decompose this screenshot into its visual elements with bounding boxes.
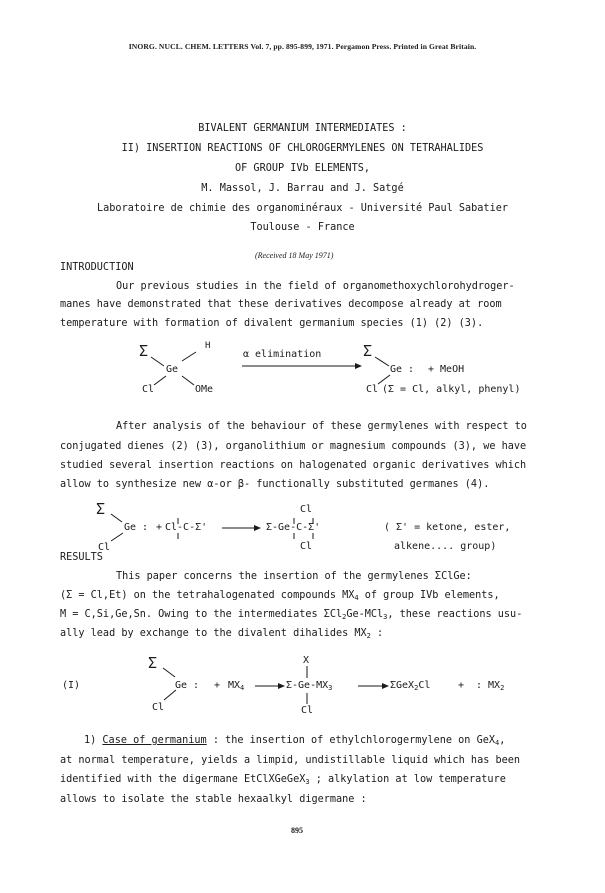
scheme2-sigma: Σ (96, 500, 106, 518)
scheme1-ome: OMe (195, 384, 214, 395)
section-introduction: INTRODUCTION (60, 262, 134, 273)
scheme2-condition-2: alkene.... group) (394, 541, 497, 552)
results-p1-line-2: (Σ = Cl,Et) on the tetrahalogenated compounds $MX_4$ of group IVb elements, (60, 590, 500, 602)
scheme2-ge: Ge : (124, 522, 149, 533)
title-line-2: II) INSERTION REACTIONS OF CHLOROGERMYLENES ON TETRAHALIDES (121, 143, 484, 154)
intro-p2-line-1: After analysis of the behaviour of these germylenes with respect to (116, 421, 527, 432)
scheme3-mx2: : $MX_2$ (476, 680, 505, 692)
scheme3-mx4: $MX_4$ (228, 680, 245, 692)
affiliation-line-1: Laboratoire de chimie des organominéraux - Université Paul Sabatier (97, 203, 508, 214)
scheme1-product-sigma: Σ (363, 342, 373, 360)
scheme1-sigma: Σ (139, 342, 149, 360)
page-number: 895 (291, 826, 303, 835)
scheme3-product: $\Sigma-Ge-MX_3$ (286, 680, 333, 692)
germanium-line-4: allows to isolate the stable hexaalkyl digermane : (60, 794, 367, 805)
scheme2-cl: Cl (98, 542, 111, 553)
scheme1-product-cl: Cl (366, 384, 379, 395)
results-p1-line-1: This paper concerns the insertion of the germylenes ΣClGe: (116, 571, 472, 582)
section-results: RESULTS (60, 552, 103, 563)
scheme3-product-cl: Cl (301, 705, 314, 716)
scheme3-x: X (303, 655, 310, 666)
germanium-line-3: identified with the digermane EtClXGeGeX$_3$ ; alkylation at low temperature (60, 774, 506, 786)
title-line-3: OF GROUP IVb ELEMENTS, (235, 163, 370, 174)
intro-p2-line-2: conjugated dienes (2) (3), organolithium or magnesium compounds (3), we have (60, 441, 527, 452)
intro-p2-line-3: studied several insertion reactions on halogenated organic derivatives which (60, 460, 527, 471)
intro-p1-line-1: Our previous studies in the field of organomethoxychlorohydroger- (116, 281, 515, 292)
scheme1-product-ge: Ge : (390, 364, 415, 375)
scheme3-plus-1: + (214, 680, 221, 691)
scheme1-plus-meoh: + MeOH (428, 364, 465, 375)
scheme1-condition: (Σ = Cl, alkyl, phenyl) (382, 384, 521, 395)
authors: M. Massol, J. Barrau and J. Satgé (201, 183, 404, 194)
scheme1-cl: Cl (142, 384, 155, 395)
scheme3-sigma: Σ (148, 654, 158, 672)
scheme1-h: H (205, 341, 211, 351)
scheme3-ge: Ge : (175, 680, 200, 691)
scheme3-plus-2: + (458, 680, 465, 691)
scheme1-arrow-label: α elimination (243, 349, 322, 360)
scheme2-condition: ( Σ' = ketone, ester, (384, 522, 511, 533)
results-p1-line-4: ally lead by exchange to the divalent dihalides $MX_2$ : (60, 628, 384, 640)
germanium-line-2: at normal temperature, yields a limpid, undistillable liquid which has been (60, 755, 521, 766)
scheme2-plus: + (156, 522, 163, 533)
intro-p2-line-4: allow to synthesize new α-or β- functionally substituted germanes (4). (60, 479, 490, 490)
results-p1-line-3: M = C,Si,Ge,Sn. Owing to the intermediates ΣCl$_2$Ge-MCl$_3$, these reactions usu- (60, 609, 523, 621)
scheme2-bottom-cl: Cl (300, 541, 313, 552)
received-date: (Received 18 May 1971) (255, 251, 334, 260)
title-line-1: BIVALENT GERMANIUM INTERMEDIATES : (198, 123, 407, 134)
scheme1-ge: Ge (166, 364, 179, 375)
germanium-line-1: 1) Case of germanium : the insertion of ethylchlorogermylene on GeX$_4$, (84, 735, 506, 747)
affiliation-line-2: Toulouse - France (250, 222, 355, 233)
scheme2-reagent: Cl-C-Σ' (165, 522, 208, 533)
intro-p1-line-3: temperature with formation of divalent germanium species (1) (2) (3). (60, 318, 484, 329)
scheme3-label: (I) (62, 680, 81, 691)
scheme3-final: ΣGeX$_2$Cl (390, 680, 431, 692)
scheme2-top-cl: Cl (300, 504, 313, 515)
scheme3-cl-bottom: Cl (152, 702, 165, 713)
intro-p1-line-2: manes have demonstrated that these derivatives decompose already at room (60, 299, 502, 310)
journal-citation: INORG. NUCL. CHEM. LETTERS Vol. 7, pp. 895-899, 1971. Pergamon Press. Printed in Great Britain. (128, 42, 477, 51)
scheme2-product: Σ-Ge-C-Σ' (266, 522, 321, 533)
